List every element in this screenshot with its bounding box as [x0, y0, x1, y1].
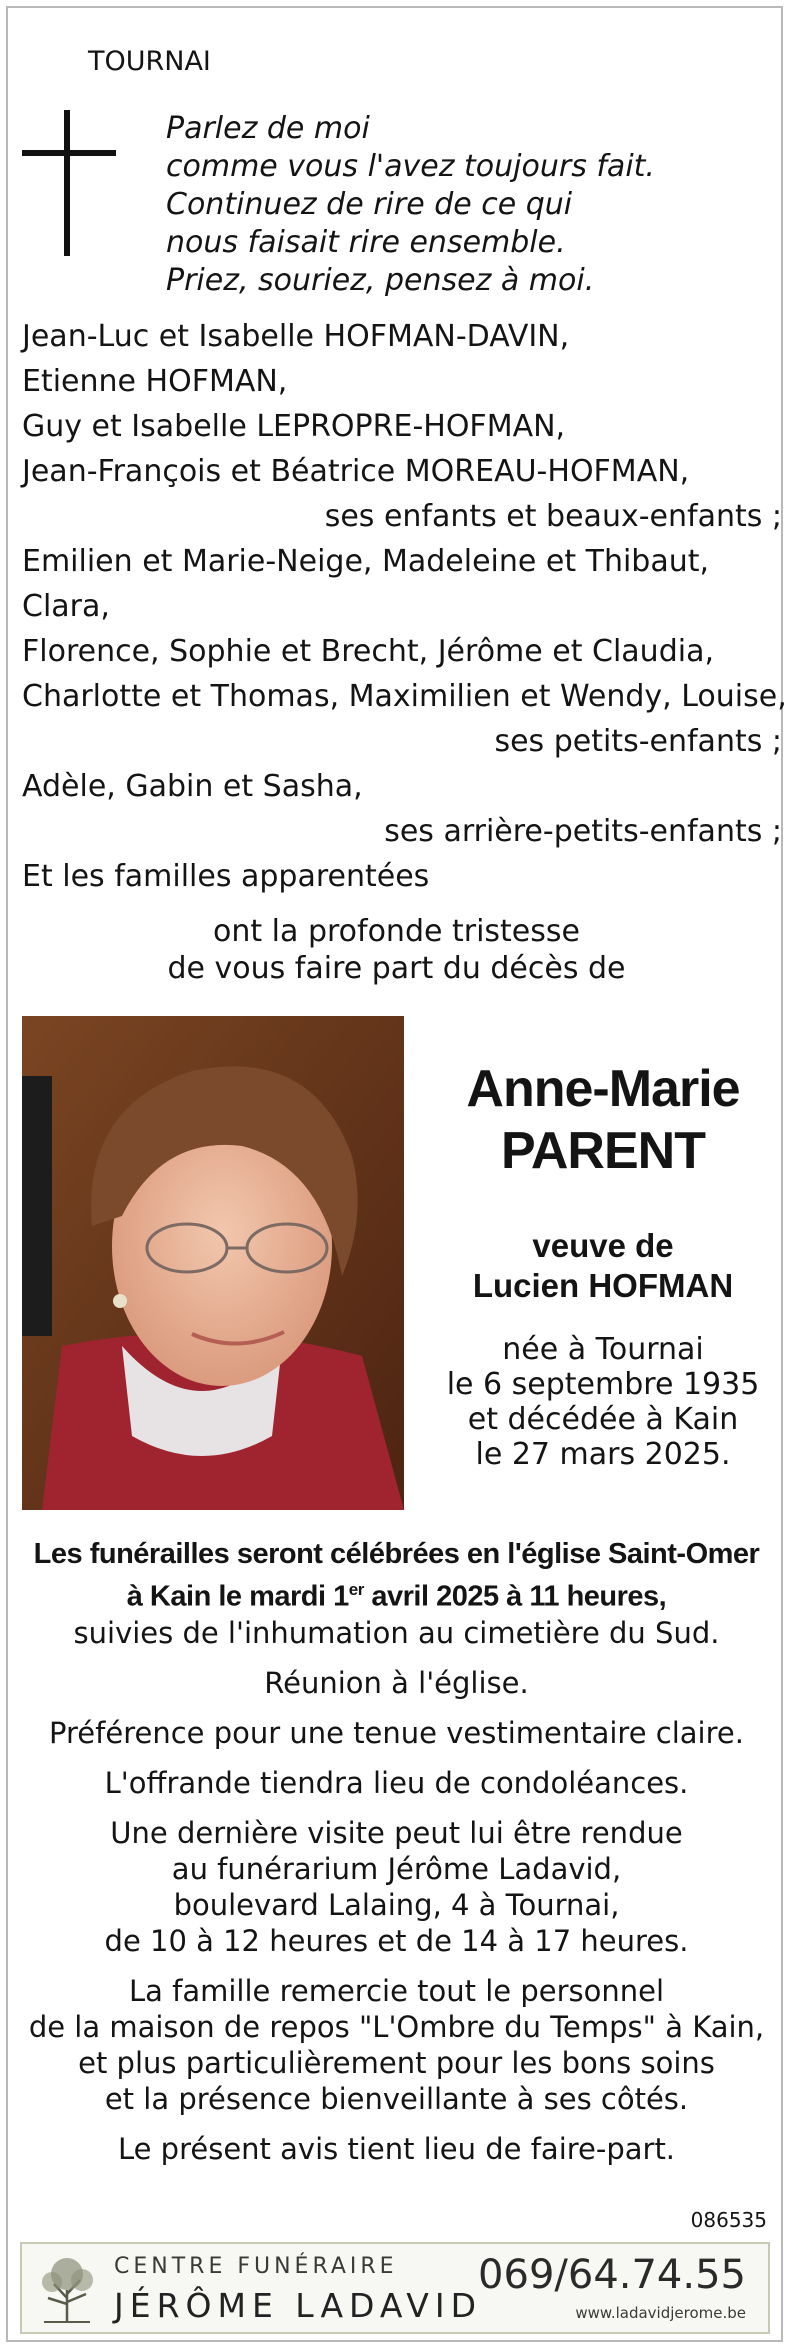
poem-line: nous faisait rire ensemble.: [166, 225, 566, 260]
family-line: Florence, Sophie et Brecht, Jérôme et Claudia,: [22, 634, 714, 669]
death-place: et décédée à Kain: [467, 1402, 739, 1437]
funeral-home-type: CENTRE FUNÉRAIRE: [114, 2254, 398, 2279]
widow-of: [428, 1226, 778, 1306]
funeral-home-banner: [20, 2242, 770, 2334]
family-line: Jean-François et Béatrice MOREAU-HOFMAN,: [22, 454, 690, 489]
family-role: ses arrière-petits-enfants ;: [384, 814, 782, 849]
funeral-details: [8, 1536, 785, 2181]
tree-logo-icon: [36, 2254, 98, 2324]
family-list: [22, 314, 786, 899]
birth-place: née à Tournai: [502, 1332, 704, 1367]
family-role: ses enfants et beaux-enfants ;: [324, 499, 782, 534]
deceased-info: [428, 1058, 778, 1472]
poem-line: Priez, souriez, pensez à moi.: [166, 263, 595, 298]
dress-note: Préférence pour une tenue vestimentaire claire.: [49, 1715, 744, 1750]
spouse-name: Lucien HOFMAN: [472, 1267, 734, 1304]
death-date: le 27 mars 2025.: [475, 1437, 731, 1472]
life-dates: [428, 1332, 778, 1472]
family-line: Jean-Luc et Isabelle HOFMAN-DAVIN,: [22, 319, 570, 354]
family-line: Etienne HOFMAN,: [22, 364, 288, 399]
cross-icon: [22, 110, 116, 260]
meeting-note: Réunion à l'église.: [264, 1665, 529, 1700]
funeral-home-website: www.ladavidjerome.be: [575, 2304, 746, 2322]
announcement: [8, 913, 785, 987]
poem-line: Continuez de rire de ce qui: [166, 187, 573, 222]
family-line: Guy et Isabelle LEPROPRE-HOFMAN,: [22, 409, 566, 444]
closing-note: Le présent avis tient lieu de faire-part.: [117, 2131, 676, 2166]
family-line: Et les familles apparentées: [22, 859, 430, 894]
birth-date: le 6 septembre 1935: [446, 1367, 760, 1402]
city-heading: TOURNAI: [88, 46, 211, 77]
family-line: Charlotte et Thomas, Maximilien et Wendy, Louise,: [22, 679, 787, 714]
funeral-home-phone: 069/64.74.55: [478, 2252, 746, 2298]
deceased-first-name: Anne-Marie: [466, 1060, 740, 1118]
deceased-last-name: PARENT: [501, 1122, 705, 1180]
funeral-line: à Kain le mardi 1er avril 2025 à 11 heures,: [126, 1580, 667, 1613]
funeral-line: Les funérailles seront célébrées en l'église Saint-Omer: [33, 1538, 760, 1570]
announcement-line: de vous faire part du décès de: [167, 951, 626, 986]
offering-note: L'offrande tiendra lieu de condoléances.: [104, 1765, 689, 1800]
portrait-photo: [22, 1016, 404, 1510]
family-line: Emilien et Marie-Neige, Madeleine et Thibaut,: [22, 544, 710, 579]
announcement-line: ont la profonde tristesse: [213, 914, 580, 949]
obituary-notice: [6, 6, 787, 2342]
family-line: Adèle, Gabin et Sasha,: [22, 769, 363, 804]
reference-number: 086535: [690, 2208, 767, 2232]
funeral-line: suivies de l'inhumation au cimetière du Sud.: [73, 1615, 720, 1650]
poem: [166, 110, 655, 300]
family-role: ses petits-enfants ;: [494, 724, 782, 759]
visit-note: Une dernière visite peut lui être rendue au funérarium Jérôme Ladavid, boulevard Lalaing, 4 à Tournai, de 10 à 12 heures et de 14 à 17 heures.: [104, 1815, 689, 1958]
family-line: Clara,: [22, 589, 110, 624]
poem-line: Parlez de moi: [166, 111, 370, 146]
funeral-home-name: JÉRÔME LADAVID: [114, 2286, 483, 2325]
widow-line: veuve de: [532, 1227, 674, 1264]
thanks-note: La famille remercie tout le personnel de la maison de repos "L'Ombre du Temps" à Kain, et plus particulièrement pour les bons soins et la présence bienveillante à ses côtés.: [28, 1973, 765, 2116]
poem-line: comme vous l'avez toujours fait.: [166, 149, 655, 184]
